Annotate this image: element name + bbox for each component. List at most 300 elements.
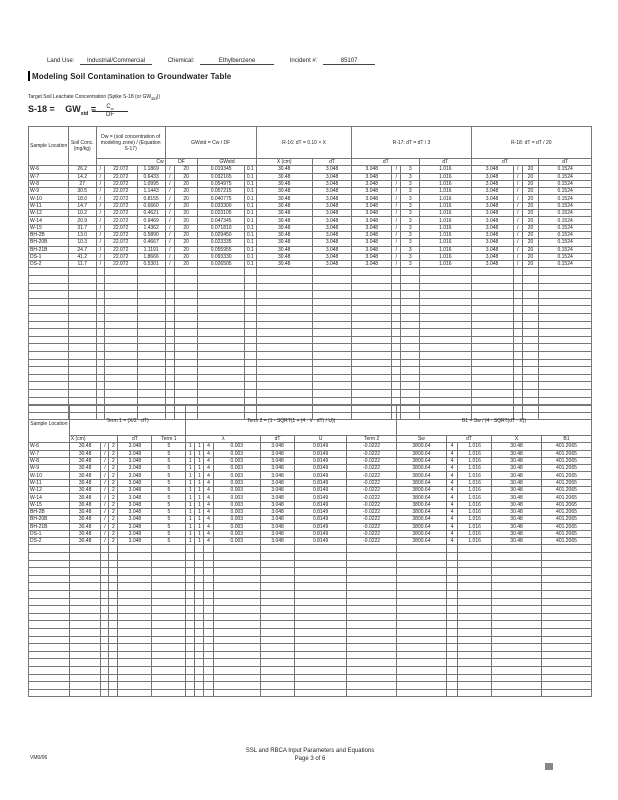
value-cell: 0.003 <box>213 516 261 523</box>
value-cell: 1 <box>195 479 204 486</box>
value-cell: 1.016 <box>458 494 492 501</box>
value-cell: / <box>392 217 401 224</box>
value-cell: / <box>96 246 104 253</box>
value-cell <box>446 682 457 690</box>
value-cell: 0.032165 <box>198 173 245 180</box>
value-cell: 1.1191 <box>137 246 165 253</box>
value-cell: 4 <box>446 538 457 545</box>
value-cell <box>137 283 165 291</box>
value-cell: 0.1524 <box>539 210 592 217</box>
sample-cell <box>29 636 70 644</box>
value-cell <box>69 568 101 576</box>
value-cell: 22.072 <box>104 261 137 268</box>
value-cell: 1 <box>186 501 195 508</box>
chemical-label: Chemical: <box>167 58 195 64</box>
value-cell: 0.6660 <box>137 202 165 209</box>
value-cell <box>152 613 186 621</box>
value-cell <box>186 583 195 591</box>
value-cell <box>109 568 118 576</box>
value-cell: 3.048 <box>352 180 392 187</box>
value-cell <box>401 268 420 276</box>
value-cell <box>513 359 522 367</box>
sample-cell <box>29 628 70 636</box>
value-cell: 3.048 <box>312 246 352 253</box>
value-cell: / <box>101 508 109 515</box>
value-cell <box>186 613 195 621</box>
sample-cell: W-7 <box>29 173 69 180</box>
value-cell: -0.0222 <box>347 465 397 472</box>
value-cell <box>352 268 392 276</box>
value-cell: 0.8149 <box>295 523 347 530</box>
value-cell: / <box>165 210 174 217</box>
value-cell <box>101 682 109 690</box>
t2-dt3-subheader: dT <box>446 436 491 443</box>
value-cell <box>137 389 165 397</box>
value-cell <box>104 314 137 322</box>
value-cell <box>104 268 137 276</box>
value-cell: 3.048 <box>118 516 152 523</box>
value-cell: 5 <box>152 457 186 464</box>
value-cell: 20 <box>522 210 538 217</box>
value-cell <box>420 291 471 299</box>
value-cell: / <box>165 173 174 180</box>
value-cell: 0.1 <box>244 188 256 195</box>
value-cell: 0.1524 <box>539 180 592 187</box>
value-cell <box>69 598 101 606</box>
value-cell <box>401 374 420 382</box>
value-cell: / <box>513 166 522 173</box>
value-cell: 1 <box>186 443 195 450</box>
value-cell <box>256 336 312 344</box>
value-cell <box>295 666 347 674</box>
value-cell: 401.2065 <box>541 508 591 515</box>
value-cell <box>109 575 118 583</box>
table-row <box>29 210 592 217</box>
value-cell: / <box>513 180 522 187</box>
value-cell <box>152 553 186 561</box>
value-cell: 3.048 <box>118 494 152 501</box>
value-cell <box>244 283 256 291</box>
sample-cell: W-9 <box>29 188 69 195</box>
value-cell <box>137 321 165 329</box>
value-cell <box>256 283 312 291</box>
value-cell <box>352 283 392 291</box>
sample-cell <box>29 598 70 606</box>
t1-soil-header: Soil Conc. (mg/kg) <box>68 127 96 166</box>
value-cell <box>312 367 352 375</box>
value-cell: 30.48 <box>256 253 312 260</box>
value-cell <box>347 644 397 652</box>
t1-sample-header: Sample Location <box>29 127 69 166</box>
value-cell <box>186 560 195 568</box>
value-cell: 22.072 <box>104 195 137 202</box>
value-cell <box>101 575 109 583</box>
value-cell <box>392 351 401 359</box>
value-cell <box>458 628 492 636</box>
value-cell <box>244 291 256 299</box>
value-cell: 3.048 <box>352 195 392 202</box>
value-cell <box>539 344 592 352</box>
value-cell: 4 <box>204 465 213 472</box>
table-row <box>29 224 592 231</box>
sample-cell <box>29 306 69 314</box>
value-cell: 14.2 <box>68 173 96 180</box>
value-cell <box>195 682 204 690</box>
value-cell <box>312 268 352 276</box>
t2-b1-header: B1 = Sw / (4 · SQRT(dT · X)) <box>397 406 592 436</box>
value-cell: 3 <box>401 246 420 253</box>
value-cell <box>118 598 152 606</box>
value-cell <box>195 628 204 636</box>
value-cell: / <box>101 501 109 508</box>
value-cell <box>204 682 213 690</box>
value-cell <box>96 351 104 359</box>
value-cell: 2 <box>109 530 118 537</box>
value-cell: 3.048 <box>118 443 152 450</box>
value-cell <box>420 359 471 367</box>
value-cell: 3.048 <box>471 166 513 173</box>
value-cell <box>244 314 256 322</box>
table-row <box>29 591 592 599</box>
value-cell <box>347 575 397 583</box>
value-cell: 20 <box>522 224 538 231</box>
table-row <box>29 568 592 576</box>
t1-df-subheader: DF <box>165 159 198 166</box>
value-cell <box>471 336 513 344</box>
value-cell <box>96 329 104 337</box>
value-cell <box>109 545 118 553</box>
table2 <box>28 405 592 697</box>
value-cell <box>244 298 256 306</box>
value-cell: -0.0222 <box>347 494 397 501</box>
value-cell: 1 <box>195 472 204 479</box>
footer-title: SSL and RBCA Input Parameters and Equations <box>245 748 375 754</box>
value-cell: / <box>392 180 401 187</box>
value-cell <box>492 591 542 599</box>
value-cell <box>347 560 397 568</box>
table-row <box>29 553 592 561</box>
value-cell <box>118 682 152 690</box>
value-cell <box>420 351 471 359</box>
value-cell: 1 <box>195 508 204 515</box>
value-cell <box>198 298 245 306</box>
value-cell <box>195 651 204 659</box>
value-cell <box>68 291 96 299</box>
value-cell: 3.048 <box>118 501 152 508</box>
value-cell <box>165 291 174 299</box>
value-cell <box>101 659 109 667</box>
value-cell: 4 <box>446 508 457 515</box>
value-cell: 1.016 <box>420 217 471 224</box>
value-cell: 3 <box>401 239 420 246</box>
value-cell <box>165 276 174 284</box>
value-cell: 20.9 <box>68 217 96 224</box>
value-cell: 1.016 <box>420 188 471 195</box>
value-cell <box>401 336 420 344</box>
sample-cell: W-7 <box>29 450 70 457</box>
value-cell <box>541 606 591 614</box>
table-row <box>29 659 592 667</box>
value-cell <box>104 329 137 337</box>
value-cell: 20 <box>522 239 538 246</box>
value-cell: 3.048 <box>352 188 392 195</box>
value-cell <box>397 659 447 667</box>
value-cell <box>392 283 401 291</box>
value-cell <box>165 351 174 359</box>
value-cell <box>401 283 420 291</box>
value-cell: 5 <box>152 530 186 537</box>
value-cell <box>539 268 592 276</box>
value-cell: 0.003 <box>213 457 261 464</box>
value-cell: 1.016 <box>458 450 492 457</box>
value-cell <box>109 598 118 606</box>
value-cell <box>165 397 174 405</box>
value-cell <box>174 283 197 291</box>
value-cell: 3.048 <box>118 538 152 545</box>
value-cell <box>522 344 538 352</box>
page-title: Modeling Soil Contamination to Groundwater Table <box>32 72 232 81</box>
value-cell: / <box>165 231 174 238</box>
equation-gw: GW <box>65 104 81 114</box>
value-cell: 20 <box>522 166 538 173</box>
value-cell <box>213 575 261 583</box>
value-cell <box>513 336 522 344</box>
value-cell: 1 <box>186 494 195 501</box>
value-cell: 0.1524 <box>539 224 592 231</box>
value-cell: 401.2065 <box>541 457 591 464</box>
value-cell: 0.1 <box>244 195 256 202</box>
value-cell <box>458 644 492 652</box>
value-cell <box>352 314 392 322</box>
value-cell: / <box>392 239 401 246</box>
value-cell <box>213 553 261 561</box>
value-cell <box>174 367 197 375</box>
value-cell: 2 <box>109 457 118 464</box>
equation-caption: Target Soil Leachate Concentration (Spike S-18 (or $GW_{std}$)) <box>28 94 161 101</box>
sample-cell: BH-21B <box>29 246 69 253</box>
value-cell: 0.9469 <box>137 217 165 224</box>
value-cell <box>204 674 213 682</box>
value-cell: 0.6433 <box>137 173 165 180</box>
value-cell: 3.048 <box>261 472 295 479</box>
value-cell <box>522 351 538 359</box>
value-cell: 10.2 <box>68 210 96 217</box>
value-cell <box>204 591 213 599</box>
value-cell <box>352 344 392 352</box>
value-cell <box>109 583 118 591</box>
value-cell <box>492 598 542 606</box>
table-row <box>29 246 592 253</box>
value-cell <box>312 351 352 359</box>
t2-x2-subheader: X <box>492 436 542 443</box>
table-row <box>29 644 592 652</box>
value-cell <box>295 583 347 591</box>
value-cell: 30.48 <box>256 217 312 224</box>
value-cell: 1.016 <box>458 530 492 537</box>
value-cell: 401.2065 <box>541 487 591 494</box>
value-cell: 3 <box>401 210 420 217</box>
table-row <box>29 487 592 494</box>
value-cell <box>492 636 542 644</box>
value-cell <box>492 553 542 561</box>
value-cell: 20 <box>522 202 538 209</box>
value-cell <box>458 689 492 697</box>
value-cell: 30.48 <box>256 195 312 202</box>
value-cell: 0.1 <box>244 261 256 268</box>
value-cell <box>213 682 261 690</box>
value-cell <box>522 367 538 375</box>
value-cell <box>446 560 457 568</box>
value-cell: 401.2065 <box>541 538 591 545</box>
value-cell <box>261 651 295 659</box>
value-cell: 1 <box>195 523 204 530</box>
t1-gw-header: GWstd = Cw / DF <box>165 127 256 159</box>
value-cell: 0.1524 <box>539 173 592 180</box>
value-cell <box>118 545 152 553</box>
value-cell: 0.003 <box>213 508 261 515</box>
value-cell <box>96 306 104 314</box>
value-cell <box>513 321 522 329</box>
value-cell <box>96 291 104 299</box>
value-cell <box>213 598 261 606</box>
table-row <box>29 443 592 450</box>
value-cell <box>458 682 492 690</box>
value-cell <box>118 651 152 659</box>
value-cell: 0.8149 <box>295 516 347 523</box>
value-cell: 1 <box>195 450 204 457</box>
value-cell <box>101 674 109 682</box>
value-cell: 1.1869 <box>137 166 165 173</box>
value-cell: -0.0222 <box>347 516 397 523</box>
value-cell <box>69 659 101 667</box>
t2-dt2-subheader: dT <box>261 436 295 443</box>
value-cell: 3.048 <box>118 530 152 537</box>
value-cell: / <box>101 516 109 523</box>
value-cell <box>104 321 137 329</box>
value-cell <box>186 606 195 614</box>
value-cell: 30.48 <box>256 261 312 268</box>
table-row <box>29 239 592 246</box>
value-cell <box>420 382 471 390</box>
value-cell: 0.4667 <box>137 239 165 246</box>
value-cell <box>198 389 245 397</box>
value-cell <box>471 314 513 322</box>
table-row <box>29 689 592 697</box>
value-cell: 3 <box>401 180 420 187</box>
sample-cell <box>29 666 70 674</box>
value-cell <box>446 545 457 553</box>
value-cell <box>446 628 457 636</box>
value-cell: 30.48 <box>492 523 542 530</box>
value-cell <box>392 291 401 299</box>
value-cell <box>312 344 352 352</box>
value-cell <box>420 306 471 314</box>
value-cell <box>471 374 513 382</box>
value-cell <box>261 674 295 682</box>
value-cell <box>244 344 256 352</box>
table-row <box>29 261 592 268</box>
value-cell <box>522 268 538 276</box>
value-cell: 1.016 <box>458 508 492 515</box>
value-cell: 4 <box>446 465 457 472</box>
value-cell <box>458 659 492 667</box>
value-cell <box>104 382 137 390</box>
sample-cell <box>29 575 70 583</box>
value-cell: -0.0222 <box>347 472 397 479</box>
table-row <box>29 389 592 397</box>
value-cell <box>137 268 165 276</box>
value-cell <box>347 568 397 576</box>
value-cell <box>213 659 261 667</box>
value-cell <box>101 598 109 606</box>
value-cell <box>397 591 447 599</box>
value-cell <box>244 374 256 382</box>
value-cell <box>174 351 197 359</box>
value-cell <box>244 389 256 397</box>
value-cell: 0.026505 <box>198 261 245 268</box>
value-cell <box>295 575 347 583</box>
value-cell: 1.016 <box>420 210 471 217</box>
value-cell: 31.7 <box>68 224 96 231</box>
value-cell: 0.003 <box>213 450 261 457</box>
value-cell: 20 <box>522 195 538 202</box>
value-cell: 30.48 <box>69 494 101 501</box>
value-cell <box>471 276 513 284</box>
value-cell: / <box>165 246 174 253</box>
value-cell <box>541 545 591 553</box>
value-cell: 24.7 <box>68 246 96 253</box>
value-cell <box>513 276 522 284</box>
value-cell <box>118 666 152 674</box>
value-cell: / <box>513 210 522 217</box>
value-cell <box>244 397 256 405</box>
value-cell: 1 <box>195 538 204 545</box>
value-cell: 3800.64 <box>397 523 447 530</box>
value-cell <box>513 306 522 314</box>
table-row <box>29 682 592 690</box>
value-cell <box>104 306 137 314</box>
value-cell <box>68 321 96 329</box>
value-cell <box>186 621 195 629</box>
value-cell <box>152 636 186 644</box>
value-cell: 5 <box>152 508 186 515</box>
sample-cell: W-11 <box>29 479 70 486</box>
value-cell: / <box>392 173 401 180</box>
table-row <box>29 367 592 375</box>
table-row <box>29 621 592 629</box>
value-cell <box>69 674 101 682</box>
value-cell: 30.48 <box>256 239 312 246</box>
value-cell: 10.3 <box>68 239 96 246</box>
value-cell: 3800.64 <box>397 508 447 515</box>
table-row <box>29 321 592 329</box>
value-cell: 4 <box>204 538 213 545</box>
value-cell <box>109 591 118 599</box>
value-cell: 401.2065 <box>541 472 591 479</box>
value-cell <box>186 636 195 644</box>
sample-cell <box>29 606 70 614</box>
value-cell: 0.003 <box>213 479 261 486</box>
value-cell <box>109 621 118 629</box>
value-cell: 3.048 <box>118 465 152 472</box>
table-row <box>29 523 592 530</box>
value-cell <box>96 382 104 390</box>
value-cell <box>213 560 261 568</box>
value-cell <box>347 636 397 644</box>
value-cell: 5 <box>152 465 186 472</box>
value-cell: 4 <box>446 457 457 464</box>
value-cell <box>261 575 295 583</box>
